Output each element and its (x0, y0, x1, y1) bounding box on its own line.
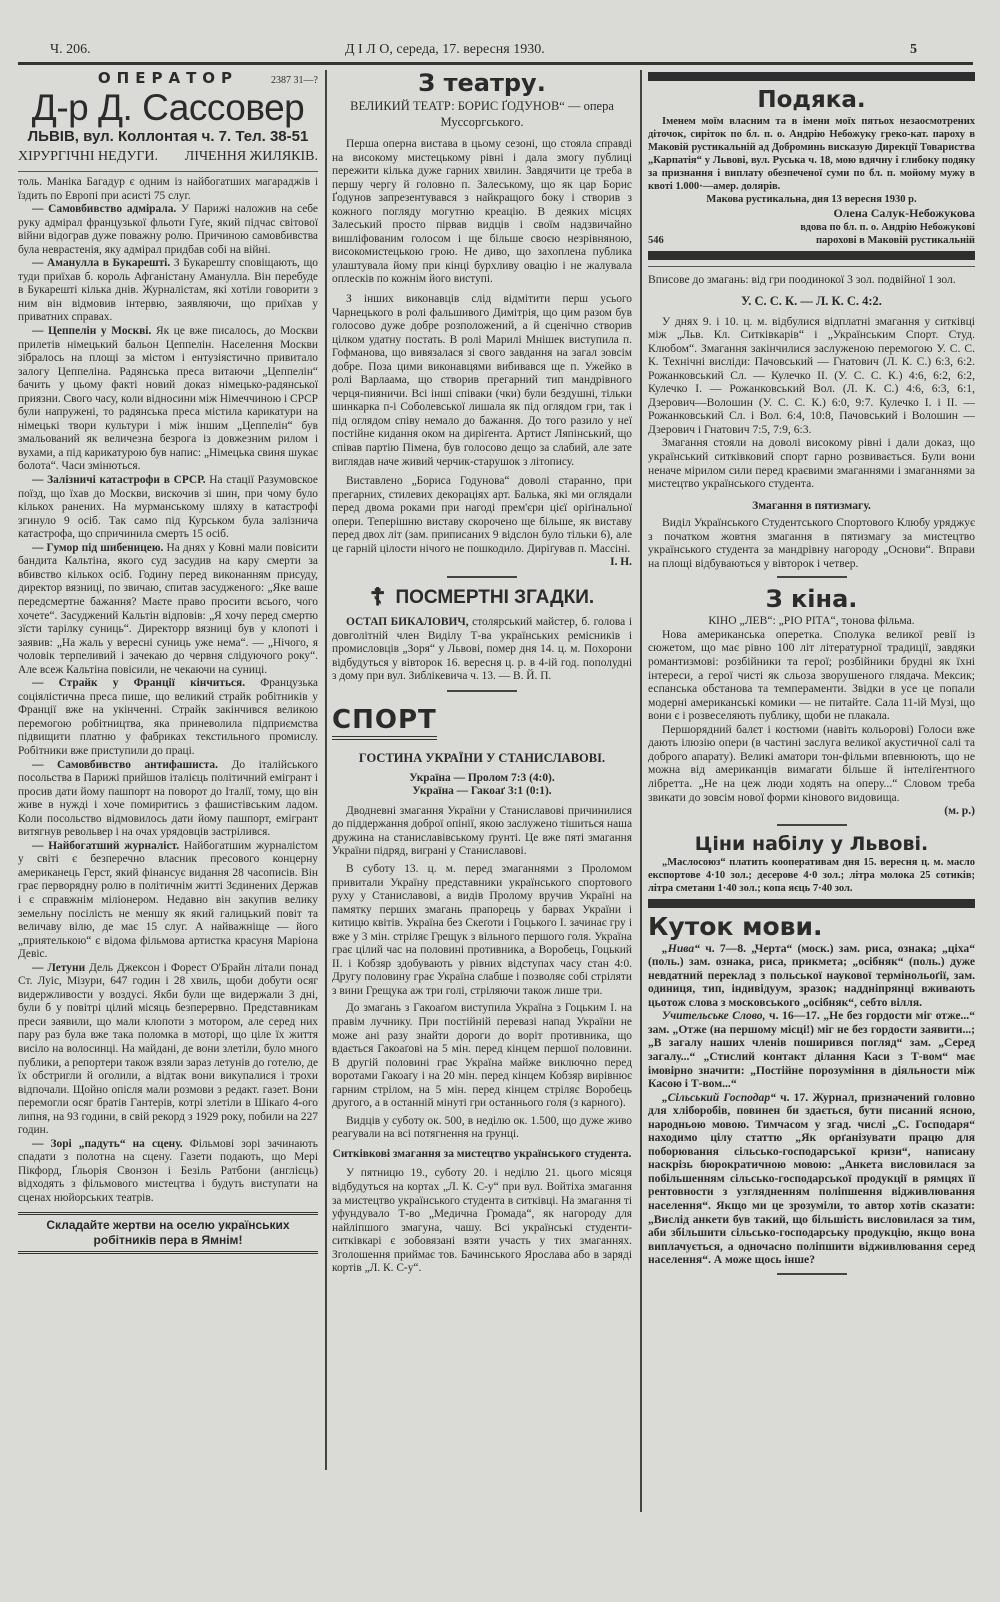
news-item: — Летуни Дель Джексон і Форест О'Брайн літали понад Ст. Луіс, Мізури, 647 годин і 28 хвиль, щоби добути осяг видержливости у воздусі. Якби були ще видержали 3 дні, були б у повітрі цілий місяць безперервно. Представникам преси заявили, що мали клопоти з мотором, але серед них пару раз була вже така поломка в моторі, що ціле їх життя висіло на волосинці. На майдані, де вони злетіли, було много публики, а репортери також взяли зараз летунів до готелю, де їх обстригли й оголили, а відтак вони викупалися і трохи відпочали. Щойно опісля мали розмови з редакт. газет. Вони перемогли осяг братів Гантерів, котрі злетіли в Шікаґо 4-ого липня, на 93 години, в свій рекорд з 1929 року, побили на 227 годин. (18, 961, 318, 1137)
column-2 (332, 68, 632, 1548)
match-paragraph: Змагання стояли на доволі високому рівні і дали доказ, що український ситківковий спорт гарно розвивається. Були вони неначе мірилом сили перед краєвими змаганнями і змаганнями за мистецтво українського студента. (648, 436, 975, 491)
theatre-paragraph: З інших виконавців слід відмітити перш усього Чарнецького в ролі фальшивого Димітрія, що цим разом був голосово дуже добре розположений, а й сценічно створив цілком удатну постать. В ролі Марилі Мнішек виступила п. Гофманова, що вивязалася зі свого завдання на загал зовсім добре. Поза цими виконавцями вибивався ще п. Ужейко в ролі Варлаама, що створив прегарний тип мандрівного черця-пияничи. Всі інші співаки (чки) були бездушні, тільки шинкарка п-і Соболевської лишала як під оглядом гри, так і під оглядом співу немало до бажання. До того разило у неї постійне кидання оком на диріґента. Артист Ляпінський, що співав партію Пімена, був голосово дещо за слабий, але зате виглядав наче живий черчик-старушок з літопису. (332, 293, 632, 468)
news-item: — Гумор під шибеницею. На днях у Ковні мали повісити бандита Кальтіна, якого суд засудив на кару смерти за вбивство кількох осіб. Годину перед виконанням присуду, директор вязниці, по звичаю, спитав засудженого: „Яке ваше передсмертне бажання? Маєте право просити всього, чого хочете“. Засуджений Кальтін відповів: „Я хочу перед смертю зїсти тарілку суниць“. Директорр вязниці був у клопоті і заявив: „На жаль у вересні суниць уже нема“. — „Нічого, я чоловік терпеливий і зачекаю до червня слідуючого року“. Але всеж Кальтіна повісили, не чекаючи на суниці. (18, 541, 318, 676)
theatre-paragraph: Перша оперна вистава в цьому сезоні, що стояла справді на високому мистецькому рівні і дала змогу публиці пережити кілька дуже гарних хвилин. Завдячити це треба в першу чергу й головно п. Залеському, що як цар Борис Ґодунов запрезентувався з найкращого боку і створив з кожного погляду могутню креацію. В деяких місцях Залеський просто пірвав видців і своїм надзвичайно вишліфованим голосом і ще більше своєю незрівняною, високомистецькою грою. Не диво, що захоплена публика улаштувала йому при кінці бурхливу овацію і не жалувала оплесків по кожнім його виступі. (332, 138, 632, 286)
match-result: Україна — Пролом 7:3 (4:0). (409, 771, 555, 784)
obituary-title: ПОСМЕРТНІ ЗГАДКИ. (395, 586, 595, 608)
ad-address: ЛЬВІВ, вул. Коллонтая ч. 7. Тел. 38-51 (27, 128, 309, 145)
match-result: Україна — Гакоаґ 3:1 (0:1). (412, 785, 552, 798)
sport-headline: ГОСТИНА УКРАЇНИ У СТАНИСЛАВОВІ. (358, 750, 606, 765)
donation-appeal: Складайте жертви на оселю українських робітників пера в Ямнім! (18, 1212, 318, 1254)
obituary-heading (332, 584, 632, 612)
column-1 (18, 68, 318, 1548)
masthead: Д І Л О, середа, 17. вересня 1930. (345, 42, 545, 57)
page-header (30, 42, 970, 60)
sport-paragraph: До змагань з Гакоаґом виступила Україна з Гоцьким І. на правім лучнику. При постійній перевазі напад України не може ані разу знайти дороги до воріт противника, що вдається Гакоаґові на 5 мін. перед кінцем першої половини. В другій половині грає Україна майже виключно перед воротами Гакоаґу і на 20 мін. перед кінцем Кобзяр вирівнює гарним стрілом, на 5 мін. перед кінцем стріляє Воробець другого, а в останній мінуті гри останнього голя (з карного). (332, 1002, 632, 1110)
thanks-place-date: Макова рустикальна, дня 13 вересня 1930 р. (706, 194, 917, 205)
divider (447, 576, 517, 578)
language-corner-heading: Куток мови. (648, 911, 823, 941)
ad-specialty: ЛІЧЕННЯ ЖИЛЯКІВ. (184, 149, 318, 164)
divider (777, 576, 847, 578)
divider (648, 266, 975, 267)
ad-specialty: ХІРУРГІЧНІ НЕДУГИ. (18, 149, 159, 164)
tennis-paragraph: У пятницю 19., суботу 20. і неділю 21. цього місяця відбудуться на кортах „Л. К. С-у“ при вул. Войтіха змагання за мистецтво українського студента в ситківці. На змагання ті уфундувало Т-во „Медична Громада“, як нагороду для найліпшого змагуна, чашу. Всі українські студенти-ситківкарі є зобовязані взяти участь у тих змаганнях. Зголошення приймає тов. Бачинського Ярослава або в заряді кортів „Л. К. С-у“. (332, 1167, 632, 1275)
news-item: — Аманулла в Букарешті. З Букарешту сповіщають, що туди приїхав б. король Афганістану Аманулла. Він перебуде в Букарешті кілька днів. Журналістам, які хотіли говорити з ним він відмовив інтервю, заявляючи, що приїхав у приватних справах. (18, 257, 318, 324)
news-item: — Самовбивство адмірала. У Парижі наложив на себе руку адмірал французької фльоти Гуґе, який підчас світової війни відограв дуже поважну ролю. Причиною самовбивства була неврастенія, яку адмірал придбав собі на війні. (18, 203, 318, 256)
column-divider (325, 70, 327, 1470)
news-item: — Найбогатший журналіст. Найбогатшим журналістом у світі є безперечно власник пресового концерну американець Герст, який фінансує видання 28 часописів. Він грає перворядну ролю в політичнім житті Зєдинених Держав і є справжнім міліонером. Недавно він закупив велику земельну посілість не меншу як який галицький повіт та величаву вілю, де має 15 слуг. А найважніще — його „приятелькою“ є відома фільмова артистка красуня Маріона Девіс. (18, 839, 318, 961)
pentathlon-heading: Змагання в пятизмагу. (752, 498, 871, 512)
match-heading: У. С. С. К. — Л. К. С. 4:2. (741, 293, 882, 308)
theatre-paragraph: Виставлено „Бориса Годунова“ доволі старанно, при прегарних, стилевих декораціях арт. Балька, які ми оглядали перед двома роками при нагоді прем'єри цієї оріґінальної опери. Теперішню виставу скорочено ще більше, як виставу перед двох літ (зам. приписаних 9 відслон було тільки 6), але це гарній цілости нічого не пошкодило. Диріґував п. Массіні. (332, 475, 632, 555)
thanks-signer-role: пароховi в Маковій рустикальній (816, 235, 975, 246)
ad-title: ОПЕРАТОР (97, 69, 239, 87)
match-paragraph: У днях 9. і 10. ц. м. відбулися відплатні змагання у ситківці між „Льв. Кл. Ситківкарів“ і „Українським Спорт. Студ. Клюбом“. Змагання закінчилися заслуженою перемогою У. С. С. К. Технічні висліди: Пачовський — Гнатович (Л. К. С.) 6:3, 6:2. Рожанковський Сл. — Кулечко II. (У. С. С. К.) 4:6, 6:2, 6:2, Кулечко І. — Рожанковський Вол. (Л. К. С.) 4:6, 6:3, 6:1, Дзерович—Волошин (У. С. С. К.) 6:0, 9:7. Кулечко І. і II. — Рожанковський Сл. і Вол. 6:4, 10:8, Пачовський і Волошин — Дзерович і Гнатович 7:5, 7:9, 6:3. (648, 314, 975, 436)
language-paragraph: Учительське Слово, ч. 16—17. „Не без гордости міг отже...“ зам. „Отже (на першому місці!) міг не без гордости заявити...; „В загалу наших членів поширився погляд“ зам. „Серед загалу...“ „Стислий контакт ділання Каси з Т-вом“ має імовірно значити: „Постійне порозуміння в діяльности між Касою і Т-вом...“ (648, 1009, 975, 1091)
divider (777, 1273, 847, 1275)
theatre-signature: І. Н. (610, 556, 632, 569)
divider (447, 690, 517, 692)
thanks-signer-role: вдова по бл. п. о. Андрію Небожукові (800, 222, 975, 233)
cinema-heading: З кіна. (765, 585, 858, 614)
cinema-subtitle: КІНО „ЛЕВ“: „РІО РІТА“, тонова фільма. (708, 614, 915, 628)
black-bar (648, 899, 975, 908)
cinema-paragraph: Нова американська оперетка. Сполука великої ревії із сюжетом, що має рівно 100 літ літературної традиції, завдяки романтизмові: розбійники та герої; розбійники брудні як їхні інтереси, а герої чисті як сльоза зворушеного глядача. Мексик; еспанська обстанова та темпераменти. Звідки в усе це попали модерні американські комики — не питайте. Сала 11-ій Музі, що вони є і розвеселяють публику, щоби не плакала. (648, 627, 975, 723)
thanks-text: Іменем моїм власним та в імени моїх пятьох незаосмотрених діточок, сиріток по бл. п. о. Андрію Небожуку греко-кат. пароху в Маковій рустикальній ад Доброминь висказую Дирекції Товариства „Карпатія“ у Львові, вул. Руська ч. 18, мою вдячну і глибоку подяку за признання і виплату обезпеченої суми по бл. п. мойому мужу в квоті 1.000·—амер. долярів. (648, 116, 975, 192)
ad-code: 2387 31—? (271, 75, 318, 86)
news-item: — Цеппелін у Москві. Як це вже писалось, до Москви прилетів німецький бальон Цеппелін. Населення Москви зібралось на площі за містом і ентузіястично привитало залогу Цеппеліна. Радянська преса витаючи „Цеппелін“ бачить у цьому факті новий доказ німецько-радянської приязни. Свого часу, коли відносини між Німеччиною і СРСР були напружені, то радянська преса містила карикатури на німецькі твори культури і між іншим „Цеппелін“ був змальований як величезна безрога із довжезним рилом і вухами, а під карикатурою був напис: „Німецька свиня шукає болота“. Часи змінються. (18, 325, 318, 473)
header-rule (18, 62, 973, 65)
theatre-heading: З театру. (418, 69, 546, 97)
obituary-text: ОСТАП БИКАЛОВИЧ, столярський майстер, б. голова і довголітній член Виділу Т-ва українських ремісників і промисловців „Зоря“ у Львові, помер дня 14. ц. м. Похорони відбудуться у вівторок 16. вересня ц. р. в 4-ій год. пополудні з дому при вул. Зиблікевича ч. 13. — В. Й. П. (332, 615, 632, 683)
language-paragraph: „Нива“ ч. 7—8. „Черта“ (моск.) зам. риса, ознака; „ціха“ (поль.) зам. ознака, риса, прикмета; „осібняк“ (поль.) дуже невдатний переклад з польської наукової термінольоґії, зам. одиниця, тип, індивідуум, зразок; наддніпрянці вживають цьотож слова з московського „осібняк“, себто вілля. (648, 941, 975, 1009)
prices-heading: Ціни набілу у Львові. (694, 832, 929, 855)
news-item: — Страйк у Франції кінчиться. Французька соціялістична преса пише, що великий страйк робітників у Франції вже на укінченні. Страйк закінчився великою перемогою робітництва, яка приневолила підприємства підвищити платню у фабриках текстильного промислу. Робітники вже приступили до праці. (18, 677, 318, 757)
ad-code: 546 (648, 235, 664, 246)
column-3 (648, 68, 975, 1528)
black-bar (648, 251, 975, 260)
divider (18, 171, 318, 172)
column-divider (640, 70, 642, 1512)
page-number: 5 (910, 42, 917, 57)
news-item: — Зорі „падуть“ на сцену. Фільмові зорі зачинають спадати з полотна на сцену. Газети подають, що Мері Пікфорд, Ґльорія Свонзон і Безіль Ратбони (англієць) відходять з фільмового мистецтва і будуть виступати на сценах нюйорських театрів. (18, 1137, 318, 1205)
issue-number: Ч. 206. (50, 42, 91, 57)
sport-paragraph: Видців у суботу ок. 500, в неділю ок. 1.500, що дуже живо реагували на всі потягнення на ґрунці. (332, 1114, 632, 1141)
thanks-signer: Олена Салук-Небожукова (833, 206, 975, 220)
pentathlon-text: Виділ Українського Студентського Спортового Клюбу уряджує з початком жовтня змагання в пятизмагу за мистецтво українського студента за мандрівну нагороду „Основи“. Вправи на площі відбуваються у вівторок і четвер. (648, 516, 975, 570)
news-item: — Самовбивство антифашиста. До італійського посольства в Парижі прийшов італієць політичний емігрант і просив дати йому пашпорт на поворот до Італії, тому, що він живе в нужді і хоче помиритись з фашистівським ладом. Коли посольство відмовилось дати йому пашпорт, емігрант витягнув револьвер і на очах урядовців застрілився. (18, 758, 318, 839)
news-paragraph: толь. Маніка Багадур є одним із найбогатших магараджів і їздить по Европі при асисті 75 слуг. (18, 176, 318, 202)
sport-paragraph: Дводневні змагання України у Станиславові причинилися до піддержання доброї опінії, якою заслужено тішиться наша дружина на станиславівському ґрунті. Це вже пяті змагання України підряд, виграні у Станиславові. (332, 804, 632, 858)
sport-heading: СПОРТ (332, 704, 437, 740)
cinema-signature: (м. р.) (944, 804, 975, 818)
black-bar (648, 72, 975, 81)
entry-fee: Вписове до змагань: від гри поодинокої 3 зол. подвійної 1 зол. (648, 273, 956, 286)
divider (777, 824, 847, 826)
prices-text: „Маслосоюз“ платить кооперативам дня 15. вересня ц. м. масло експортове 4·10 зол.; десерове 4·0 зол.; літра молока 25 сотиків; літра сметани 1·40 зол.; копа яєць 7·40 зол. (648, 856, 975, 894)
ad-doctor-name: Д-р Д. Сассовер (31, 87, 305, 128)
tennis-subhead: Ситківкові змагання за мистецтво українського студента. (332, 1147, 632, 1160)
orthodox-cross-icon: ☦ (369, 583, 386, 611)
sport-paragraph: В суботу 13. ц. м. перед змаганнями з Проломом привитали Україну представники українського спортового руху у Станиславові, а видів Пролому вручив Україні на памятку перших змагань прапорець у барвах України і китицю квітів. Україна без Скеґоти і Гоцького І. зачинає гру і вже у 3 мін. стріляє Грещук з вільного першого голя. Україна грає цілий час на половині противника, а Воробець, Гоцький II. і Кобзяр здобувають у рівних відступах часу стан 4:0. Другу половину грає Україна слабше і позволяє собі стріляти з вини Грещука аж три голі, стріляючи також лише три. (332, 862, 632, 997)
doctor-advertisement (18, 68, 318, 165)
news-item: — Залізничі катастрофи в СРСР. На стації Разумовское поїзд, що їхав до Москви, вискочив зі шин, при чому було кількох ранених. На мурманському шляху в катастрофі згинуло 9 осіб. Так само під Курськом була залізнича катастрофа, що спричинила смерть 15 осіб. (18, 474, 318, 541)
thanks-heading: Подяка. (757, 87, 866, 113)
language-paragraph: „Сільський Господар“ ч. 17. Журнал, призначений головно для хліборобів, повинен би здається, бути писаний ясною, народньою мовою. Тимчасом у згад. числі „С. Господаря“ находимо цілу статтю „Як орґанізувати працю для поборювання сільсько-господарської кризи“, написану наскрізь бюрократичною мовою: „Анкета висловилася за побільшенням сільсько-господарської продукції в рямцях її рентовности з узглядненням поліпшення відживлювання населення“. Якщо ми це зрозуміли, то автор хотів сказати: „Вислід анкети був такий, що більшість висловилася за тим, аби збільшити сільсько-господарську продукцію, якщо вона виплачується, а одночасно поліпшити відживлювання серед населення“. А може щось інше? (648, 1090, 975, 1267)
theatre-subtitle: ВЕЛИКИЙ ТЕАТР: БОРИС ҐОДУНОВ“ — опера Муссоргського. (350, 99, 614, 129)
cinema-paragraph: Першорядний балєт і костюми (навіть кольорові) Голоси вже дають ілюзію опери (в частині заслуга великої акустичної салі та доброго апарату). Великі аматори тон-фільми впевнюють, що не можна від американців вимагати більше й інтеліґентного лібретта. „Не на цеж люди ходять на оперу...“ Словом треба звикати до зовсім нової форми кінового видовища. (648, 722, 975, 804)
